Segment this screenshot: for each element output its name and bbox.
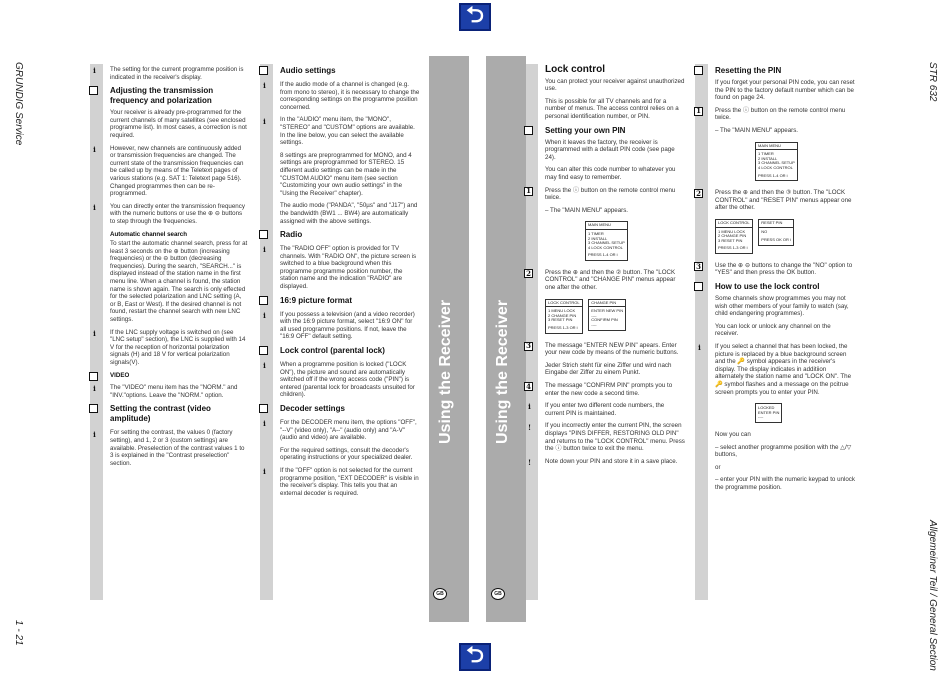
- paragraph: However, new channels are continuously added or transmission frequencies are changed. The current state of the transmission frequencies can be called up by means of the Teletext pages of various stations (e.g. SAT 1: Teletext page 516). Changed programmes then can be re-programmed.: [110, 144, 244, 198]
- menu-line: CONFIRM PIN: [591, 317, 618, 323]
- paragraph: If you select a channel that has been locked, the picture is replaced by a blue background screen and the 🔑 symbol appears in the receiver's display. The display indicates in additiion alternately the station name and "LOCK ON". The 🔑 symbol flashes and a message on the pcitrue screen prompts you to enter your PIN.: [715, 343, 852, 396]
- menu-line: NO: [761, 228, 768, 234]
- menu-line: 1 MENU LOCK: [548, 308, 576, 314]
- menu-line: ----: [591, 312, 597, 318]
- chapter-banner-left: [429, 56, 469, 622]
- paragraph: For the DECODER menu item, the options "OFF", "--V" (video only), "A--" (audio only) and "A-V" (audio and video) are available.: [280, 419, 417, 442]
- step-number-2: 2: [694, 189, 703, 198]
- menu-title: LOCK CONTROL: [716, 220, 752, 228]
- chapter-banner-right: [486, 56, 526, 622]
- menu-line: 2 CHANGE PIN: [548, 312, 577, 318]
- section-heading: Lock control (parental lock): [280, 346, 385, 356]
- paragraph: You can protect your receiver against unauthorized use.: [545, 77, 685, 93]
- paragraph: Note down your PIN and store it in a save place.: [545, 457, 678, 465]
- menu-line: 2 INSTALL: [588, 235, 608, 241]
- paragraph: – The "MAIN MENU" appears.: [545, 206, 629, 214]
- paragraph: In the "AUDIO" menu item, the "MONO", "STEREO" and "CUSTOM" options are available. In the line below, you can select the available settings.: [280, 116, 415, 147]
- section-heading: Setting the contrast (video amplitude): [110, 404, 211, 424]
- paragraph: For the required settings, consult the decoder's operating instructions or your specialized dealer.: [280, 446, 413, 462]
- info-icon: i: [263, 361, 266, 371]
- menu-line: PRESS 1-4 OR i: [588, 252, 618, 258]
- back-button-top[interactable]: [459, 3, 491, 31]
- chapter-title: Using the Receiver: [494, 299, 511, 444]
- info-icon: i: [263, 467, 266, 477]
- section-heading: Radio: [280, 230, 303, 240]
- menu-line: 2 INSTALL: [758, 155, 778, 161]
- return-arrow-icon: ⮌: [466, 643, 484, 668]
- info-icon: i: [93, 144, 96, 154]
- warning-icon: !: [527, 457, 532, 467]
- side-label-model: STR 632: [927, 62, 938, 102]
- section-heading: Adjusting the transmission frequency and polarization: [110, 86, 214, 106]
- subheading: Automatic channel search: [110, 230, 188, 238]
- menu-title: CHANGE PIN: [589, 300, 625, 308]
- info-icon: i: [263, 419, 266, 429]
- menu-line: 4 LOCK CONTROL: [588, 244, 623, 250]
- lock-control-screen: [545, 299, 583, 334]
- step-number-4: 4: [524, 382, 533, 391]
- menu-line: ----: [591, 322, 597, 328]
- menu-line: ----: [758, 414, 764, 420]
- menu-title: MAIN MENU: [756, 143, 797, 151]
- page-title: Lock control: [545, 64, 606, 75]
- paragraph: Use the ⊕ ⊖ buttons to change the "NO" option to "YES" and then press the OK button.: [715, 261, 853, 277]
- menu-title: RESET PIN: [759, 220, 793, 228]
- section-heading: Resetting the PIN: [715, 66, 782, 75]
- paragraph: Some channels show programmes you may not wish other members of your family to watch (say, child endangering programmes).: [715, 295, 849, 318]
- section-square-icon: [259, 404, 268, 413]
- info-icon: i: [263, 310, 266, 320]
- paragraph: You can alter this code number to whatever you may find easy to remember.: [545, 166, 676, 181]
- section-square-icon: [524, 126, 533, 135]
- column-4: [695, 66, 855, 497]
- step-number-1: 1: [524, 187, 533, 196]
- menu-line: 3 CHANNEL SETUP: [758, 160, 795, 166]
- column-1: [90, 66, 248, 472]
- paragraph: Press the ⓘ button on the remote control menu twice.: [715, 106, 846, 122]
- paragraph: – The "MAIN MENU" appears.: [715, 126, 799, 134]
- section-heading: Setting your own PIN: [545, 125, 626, 135]
- section-heading: Decoder settings: [280, 404, 345, 413]
- paragraph: You can lock or unlock any channel on the receiver.: [715, 322, 831, 338]
- column-3: [525, 66, 685, 470]
- paragraph: Now you can: [715, 430, 751, 438]
- paragraph: If you forget your personal PIN code, you can reset the PIN to the factory default number which can be found on page 24.: [715, 79, 855, 102]
- paragraph: The setting for the current programme position is indicated in the receiver's display.: [110, 66, 244, 81]
- info-icon: i: [93, 384, 96, 394]
- paragraph: If the audio mode of a channel is changed (e.g. from mono to stereo), it is necessary to change the corresponding settings on the programme position concerned.: [280, 81, 420, 111]
- paragraph: The audio mode ("PANDA", "50µs" and "J17") and the bandwidth (BW1 ... BW4) are automatically assigned with the above settings.: [280, 202, 418, 225]
- section-square-icon: [259, 66, 268, 75]
- lock-control-screen: [715, 219, 753, 254]
- paragraph: The "VIDEO" menu item has the "NORM." and "INV."options. Leave the "NORM." option.: [110, 384, 238, 399]
- menu-line: 1 TIMER: [588, 230, 604, 236]
- warning-icon: !: [527, 422, 532, 432]
- subheading: VIDEO: [110, 371, 130, 379]
- info-icon: i: [698, 343, 701, 353]
- back-button-bottom[interactable]: [459, 643, 491, 671]
- paragraph: 8 settings are preprogrammed for MONO, and 4 settings are preprogrammed for STEREO. 15 different audio settings can be made in the "CUSTOM AUDIO" menu item (see section "Customizing your own audio settings" in the "Using the Receiver" chapter).: [280, 151, 412, 197]
- section-heading: How to use the lock control: [715, 282, 820, 292]
- main-menu-screen: [755, 142, 798, 182]
- paragraph: If you incorrectly enter the current PIN, the screen displays "PINS DIFFER, RESTORING OLD PIN" and returns to the "LOCK CONTROL" menu. Press the ⓘ button twice to exit the menu.: [545, 422, 685, 453]
- paragraph: If the LNC supply voltage is switched on (see "LNC setup" section), the LNC is supplied with 14 V for the reception of horizontal polarization signals (H) and 18 V for vertical polarization signals(V).: [110, 328, 246, 366]
- menu-line: 4 LOCK CONTROL: [758, 164, 793, 170]
- paragraph: or: [715, 463, 721, 471]
- section-heading: 16:9 picture format: [280, 295, 353, 305]
- side-label-section: Allgemeiner Teil / General Section: [927, 520, 938, 671]
- info-icon: i: [263, 81, 266, 91]
- side-page-number: 1 - 21: [13, 620, 24, 646]
- paragraph: Jeder Strich steht für eine Ziffer und wird nach Eingabe der Ziffer zu einem Punkt.: [545, 361, 672, 377]
- info-icon: i: [263, 116, 266, 126]
- reset-pin-screen: [758, 219, 794, 246]
- info-icon: i: [528, 402, 531, 412]
- paragraph: This is possible for all TV channels and for a number of menus. The access control relies on a personal identification number, or PIN.: [545, 97, 679, 120]
- paragraph: The message "ENTER NEW PIN" apears. Enter your new code by means of the numeric buttons.: [545, 341, 679, 357]
- paragraph: If the "OFF" option is not selected for the current programme position, "EXT DECODER" is visible in the receiver's display. This tells you that an external decoder is required.: [280, 466, 419, 497]
- paragraph: Press the ⓘ button on the remote control menu twice.: [545, 186, 676, 202]
- info-icon: i: [93, 202, 96, 212]
- menu-line: 3 RESET PIN: [718, 237, 743, 243]
- paragraph: – select another programme position with the △/▽ buttons,: [715, 443, 852, 459]
- paragraph: The message "CONFIRM PIN" prompts you to enter the new code a second time.: [545, 382, 673, 397]
- main-menu-screen: [585, 221, 628, 261]
- section-square-icon: [259, 296, 268, 305]
- gb-badge: GB: [433, 588, 447, 600]
- return-arrow-icon: ⮌: [466, 3, 484, 28]
- menu-line: ENTER NEW PIN: [591, 308, 624, 314]
- section-square-icon: [89, 404, 98, 413]
- menu-title: MAIN MENU: [586, 222, 627, 230]
- section-square-icon: [259, 346, 268, 355]
- step-number-1: 1: [694, 107, 703, 116]
- menu-line: 2 CHANGE PIN: [718, 233, 747, 239]
- menu-line: ENTER PIN: [758, 409, 780, 415]
- section-square-icon: [694, 66, 703, 75]
- paragraph: Press the ⊕ and then the ③ button. The "LOCK CONTROL" and "RESET PIN" menus appear one after the other.: [715, 189, 852, 212]
- info-icon: i: [93, 66, 96, 76]
- step-number-2: 2: [524, 269, 533, 278]
- menu-line: 1 TIMER: [758, 151, 774, 157]
- section-square-icon: [89, 372, 98, 381]
- info-icon: i: [93, 328, 96, 338]
- info-icon: i: [93, 429, 96, 439]
- menu-line: PRESS 1-3 OR i: [548, 325, 578, 331]
- menu-line: LOCKED: [758, 405, 775, 411]
- locked-screen: [755, 403, 782, 423]
- menu-line: PRESS OK OR i: [761, 237, 791, 243]
- menu-line: 1 MENU LOCK: [718, 228, 746, 234]
- menu-line: PRESS 1-4 OR i: [758, 172, 788, 178]
- section-square-icon: [259, 230, 268, 239]
- paragraph: If you possess a television (and a video recorder) with the 16:9 picture format, select "16:9 ON" for all used programme positions. If not, leave the "16:9 OFF" default setting.: [280, 310, 415, 341]
- section-square-icon: [89, 86, 98, 95]
- info-icon: i: [263, 245, 266, 255]
- paragraph: You can directly enter the transmission frequency with the numeric buttons or use the ⊕ ⊖ buttons to step through the frequencies.: [110, 202, 245, 225]
- menu-title: LOCK CONTROL: [546, 300, 582, 308]
- paragraph: – enter your PIN with the numeric keypad to unlock the programme position.: [715, 476, 855, 491]
- paragraph: Press the ⊕ and then the ② button. The "LOCK CONTROL" and "CHANGE PIN" menus appear one after the other.: [545, 268, 676, 292]
- step-number-3: 3: [524, 342, 533, 351]
- gb-badge: GB: [491, 588, 505, 600]
- column-2: [260, 66, 420, 502]
- menu-line: PRESS 1-3 OR i: [718, 245, 748, 251]
- section-square-icon: [694, 282, 703, 291]
- step-number-3: 3: [694, 262, 703, 271]
- menu-line: 3 CHANNEL SETUP: [588, 240, 625, 246]
- menu-line: 3 RESET PIN: [548, 317, 573, 323]
- side-label-left: GRUNDIG Service: [13, 62, 24, 146]
- paragraph: Your receiver is already pre-programmed for the current channels of many satellites (see enclosed programme list). In most cases, a correction is not required.: [110, 109, 247, 139]
- paragraph: For setting the contrast, the values 0 (factory setting), and 1, 2 or 3 (custom settings) are available. Preselection of the contrast values 1 to 3 is explained in the "Contrast preselection" section.: [110, 429, 245, 467]
- change-pin-screen: [588, 299, 626, 331]
- paragraph: When a programme position is locked ("LOCK ON"), the picture and sound are automatically switched off if the wrong access code ("PIN") is entered (parental lock for broadcasts unsuited for children).: [280, 361, 415, 399]
- chapter-title: Using the Receiver: [437, 299, 454, 444]
- paragraph: If you enter two different code numbers, the current PIN is maintained.: [545, 402, 665, 417]
- paragraph: To start the automatic channel search, press for at least 3 seconds on the ⊕ button (increasing frequencies) or the ⊖ button (decreasing frequencies). During the search, "SEARCH..." is displayed instead of the station name in the first menu line. When a channel is found, the station name is shown again. The search is only effected for the selected polarization and LNC setting (A, or B, East or West). If the desired channel is not found, restart the channel search with new LNC settings.: [110, 240, 248, 324]
- paragraph: When it leaves the factory, the receiver is programmed with a default PIN code (see page 24).: [545, 138, 675, 161]
- section-heading: Audio settings: [280, 66, 336, 75]
- paragraph: The "RADIO OFF" option is provided for TV channels. With "RADIO ON", the picture screen is switched to a blue background when this programme programme position number, the station name and the indication "RADIO" are displayed.: [280, 245, 417, 291]
